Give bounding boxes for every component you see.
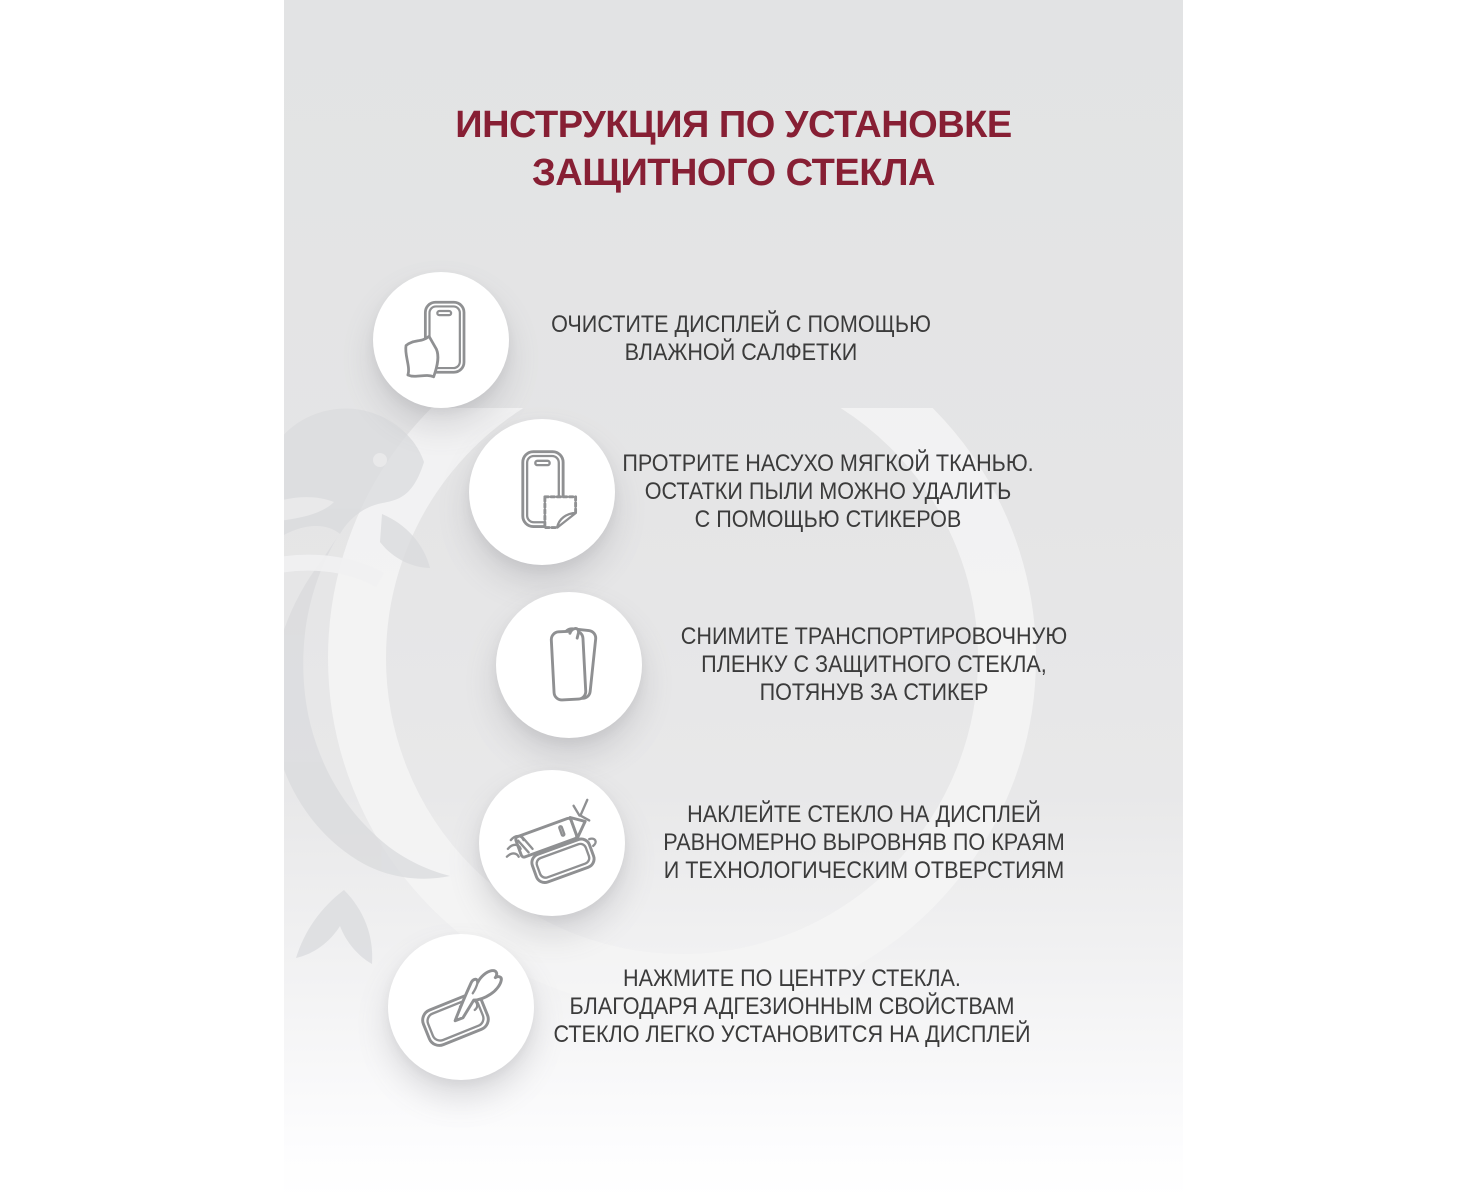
step-2-line: С ПОМОЩЬЮ СТИКЕРОВ	[694, 506, 962, 533]
press-center-finger-icon	[412, 958, 510, 1056]
step-5-line: СТЕКЛО ЛЕГКО УСТАНОВИТСЯ НА ДИСПЛЕЙ	[553, 1021, 1031, 1048]
step-1-line: ОЧИСТИТЕ ДИСПЛЕЙ С ПОМОЩЬЮ	[551, 311, 931, 338]
step-5-line: БЛАГОДАРЯ АДГЕЗИОННЫМ СВОЙСТВАМ	[569, 993, 1015, 1020]
step-3-line: СНИМИТЕ ТРАНСПОРТИРОВОЧНУЮ	[680, 623, 1068, 650]
step-5-icon-circle	[388, 934, 534, 1080]
step-5-line: НАЖМИТЕ ПО ЦЕНТРУ СТЕКЛА.	[623, 965, 961, 992]
step-1-text	[471, 311, 1011, 367]
page-title-line-2: ЗАЩИТНОГО СТЕКЛА	[531, 152, 935, 194]
step-3-line: ПОТЯНУВ ЗА СТИКЕР	[759, 679, 989, 706]
content-panel	[284, 0, 1183, 1200]
protective-film-icon	[521, 617, 617, 713]
step-3-text	[604, 623, 1144, 707]
step-3-line: ПЛЕНКУ С ЗАЩИТНОГО СТЕКЛА,	[701, 651, 1047, 678]
step-4-line: И ТЕХНОЛОГИЧЕСКИМ ОТВЕРСТИЯМ	[663, 857, 1065, 884]
step-2-text	[558, 450, 1098, 534]
step-1-line: ВЛАЖНОЙ САЛФЕТКИ	[624, 339, 858, 366]
step-4-line: РАВНОМЕРНО ВЫРОВНЯВ ПО КРАЯМ	[663, 829, 1065, 856]
step-4-line: НАКЛЕЙТЕ СТЕКЛО НА ДИСПЛЕЙ	[687, 801, 1041, 828]
step-5-text	[522, 965, 1062, 1049]
page-title	[284, 101, 1183, 197]
page-title-line-1: ИНСТРУКЦИЯ ПО УСТАНОВКЕ	[455, 104, 1012, 146]
step-2-line: ПРОТРИТЕ НАСУХО МЯГКОЙ ТКАНЬЮ.	[622, 450, 1034, 477]
align-glass-hands-icon	[503, 794, 601, 892]
step-4-text	[594, 801, 1134, 885]
step-2-line: ОСТАТКИ ПЫЛИ МОЖНО УДАЛИТЬ	[644, 478, 1012, 505]
